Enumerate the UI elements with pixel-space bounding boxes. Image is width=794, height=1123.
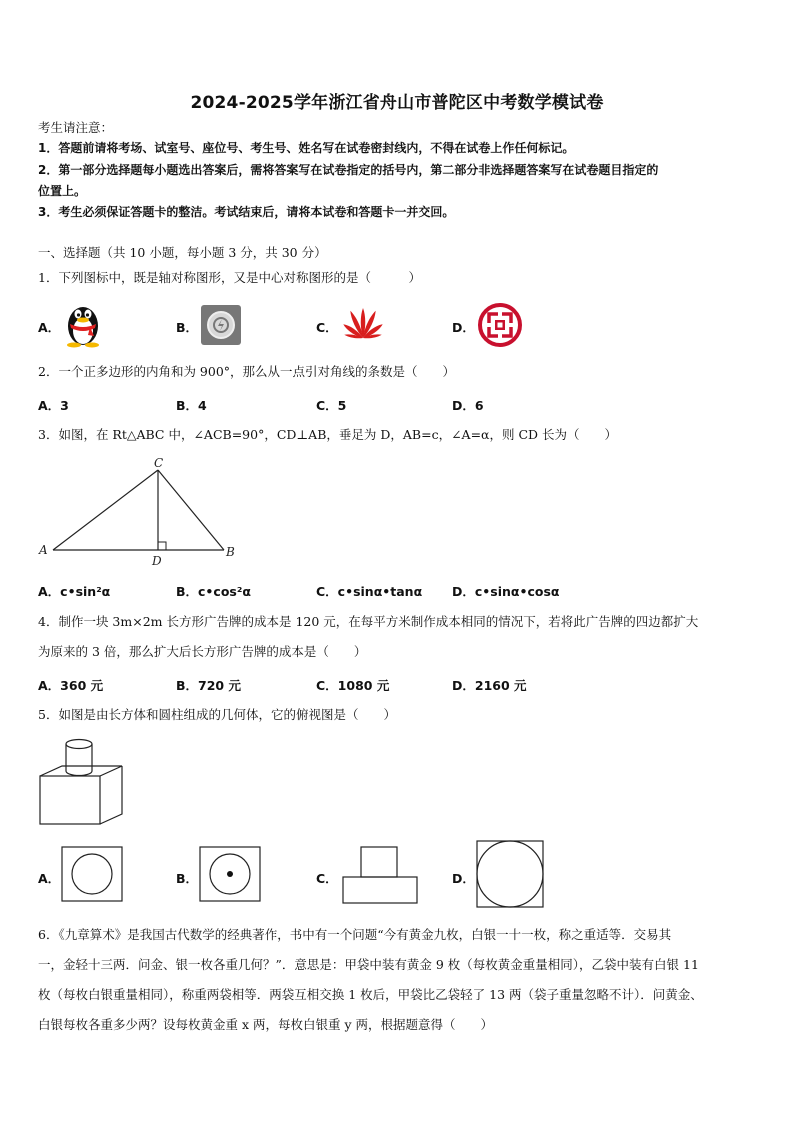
notice-item-1: 1．答题前请将考场、试室号、座位号、考生号、姓名写在试卷密封线内，不得在试卷上作任何标记。 bbox=[38, 141, 575, 155]
q1-option-a[interactable]: A． bbox=[38, 320, 61, 335]
label-c: C bbox=[154, 456, 164, 470]
q4-option-c[interactable] bbox=[316, 676, 389, 694]
question-2-stem: 2．一个正多边形的内角和为 900°，那么从一点引对角线的条数是（ ） bbox=[38, 364, 456, 379]
q4-option-c-text: C．1080 元 bbox=[316, 678, 390, 693]
q2-option-d[interactable] bbox=[452, 396, 484, 414]
q4-option-d-text: D．2160 元 bbox=[452, 678, 527, 693]
label-a: A bbox=[39, 543, 48, 557]
side-bc bbox=[158, 470, 224, 550]
q1-option-b[interactable]: B． bbox=[176, 320, 199, 335]
q3-option-a[interactable] bbox=[38, 582, 110, 600]
q5-option-c[interactable]: C． bbox=[316, 871, 338, 886]
q2-option-d-text: D．6 bbox=[452, 398, 484, 413]
label-d: D bbox=[152, 554, 162, 568]
question-4-stem-line1: 4．制作一块 3m×2m 长方形广告牌的成本是 120 元，在每平方米制作成本相同的情况下，若将此广告牌的四边都扩大 bbox=[38, 614, 699, 629]
question-5-stem: 5．如图是由长方体和圆柱组成的几何体，它的俯视图是（ ） bbox=[38, 707, 396, 722]
q2-option-a-text: A．3 bbox=[38, 398, 69, 413]
penguin-logo-icon bbox=[60, 298, 106, 348]
q5-option-b-view bbox=[199, 846, 263, 904]
q3-option-c[interactable] bbox=[316, 582, 422, 600]
notice-item-3: 3．考生必须保证答题卡的整洁。考试结束后，请将本试卷和答题卡一并交回。 bbox=[38, 205, 455, 219]
solid-figure bbox=[36, 736, 126, 828]
q4-option-b[interactable] bbox=[176, 676, 241, 694]
page-title: 2024-2025学年浙江省舟山市普陀区中考数学模试卷 bbox=[190, 93, 604, 113]
question-6-stem-line3: 枚（每枚白银重量相同），称重两袋相等．两袋互相交换 1 枚后，甲袋比乙袋轻了 13 两（袋子重量忽略不计）．问黄金、 bbox=[38, 987, 703, 1002]
q2-option-c[interactable] bbox=[316, 396, 346, 414]
section-heading: 一、选择题（共 10 小题，每小题 3 分，共 30 分） bbox=[38, 245, 327, 260]
notice-item-2: 2．第一部分选择题每小题选出答案后，需将答案写在试卷指定的括号内，第二部分非选择题答案写在试卷题目指定的 bbox=[38, 163, 659, 177]
q3-option-b-text: B．c•cos²α bbox=[176, 584, 251, 599]
q2-option-b[interactable] bbox=[176, 396, 207, 414]
side-ac bbox=[53, 470, 158, 550]
q5-option-c-view bbox=[342, 846, 420, 906]
question-6-stem-line2: 一，金轻十三两．问金、银一枚各重几何？”．意思是：甲袋中装有黄金 9 枚（每枚黄金重量相同），乙袋中装有白银 11 bbox=[38, 957, 699, 972]
question-6-stem-line1: 6．《九章算术》是我国古代数学的经典著作，书中有一个问题“今有黄金九枚，白银一十一枚，称之重适等．交易其 bbox=[38, 927, 672, 942]
right-angle-mark bbox=[158, 542, 166, 550]
q2-option-c-text: C．5 bbox=[316, 398, 347, 413]
q1-option-c[interactable]: C． bbox=[316, 320, 338, 335]
q2-option-a[interactable] bbox=[38, 396, 69, 414]
q3-option-d-text: D．c•sinα•cosα bbox=[452, 584, 560, 599]
question-1-stem: 1．下列图标中，既是轴对称图形，又是中心对称图形的是（ ） bbox=[38, 270, 421, 285]
q1-option-d[interactable]: D． bbox=[452, 320, 475, 335]
q4-option-d[interactable] bbox=[452, 676, 527, 694]
triangle-figure bbox=[36, 455, 246, 570]
question-6-stem-line4: 白银每枚各重多少两？设每枚黄金重 x 两，每枚白银重 y 两，根据题意得（ ） bbox=[38, 1017, 494, 1032]
label-b: B bbox=[226, 545, 235, 559]
q4-option-a-text: A．360 元 bbox=[38, 678, 104, 693]
q5-option-d[interactable]: D． bbox=[452, 871, 475, 886]
q5-option-d-view bbox=[476, 840, 546, 910]
q2-option-b-text: B．4 bbox=[176, 398, 207, 413]
power-button-icon bbox=[200, 304, 242, 346]
q3-option-a-text: A．c•sin²α bbox=[38, 584, 111, 599]
question-3-stem: 3．如图，在 Rt△ABC 中，∠ACB=90°，CD⊥AB，垂足为 D，AB=c，∠A=α，则 CD 长为（ ） bbox=[38, 427, 618, 442]
notice-heading: 考生请注意： bbox=[38, 120, 114, 135]
q3-option-c-text: C．c•sinα•tanα bbox=[316, 584, 423, 599]
q4-option-b-text: B．720 元 bbox=[176, 678, 241, 693]
q5-option-b[interactable]: B． bbox=[176, 871, 199, 886]
q3-option-d[interactable] bbox=[452, 582, 560, 600]
q4-option-a[interactable] bbox=[38, 676, 103, 694]
q5-option-a[interactable]: A． bbox=[38, 871, 61, 886]
q5-option-a-view bbox=[61, 846, 125, 904]
flower-logo-icon bbox=[338, 302, 388, 342]
q3-option-b[interactable] bbox=[176, 582, 251, 600]
notice-item-2-cont: 位置上。 bbox=[38, 184, 87, 198]
question-4-stem-line2: 为原来的 3 倍，那么扩大后长方形广告牌的成本是（ ） bbox=[38, 644, 367, 659]
bank-logo-icon bbox=[477, 302, 523, 348]
